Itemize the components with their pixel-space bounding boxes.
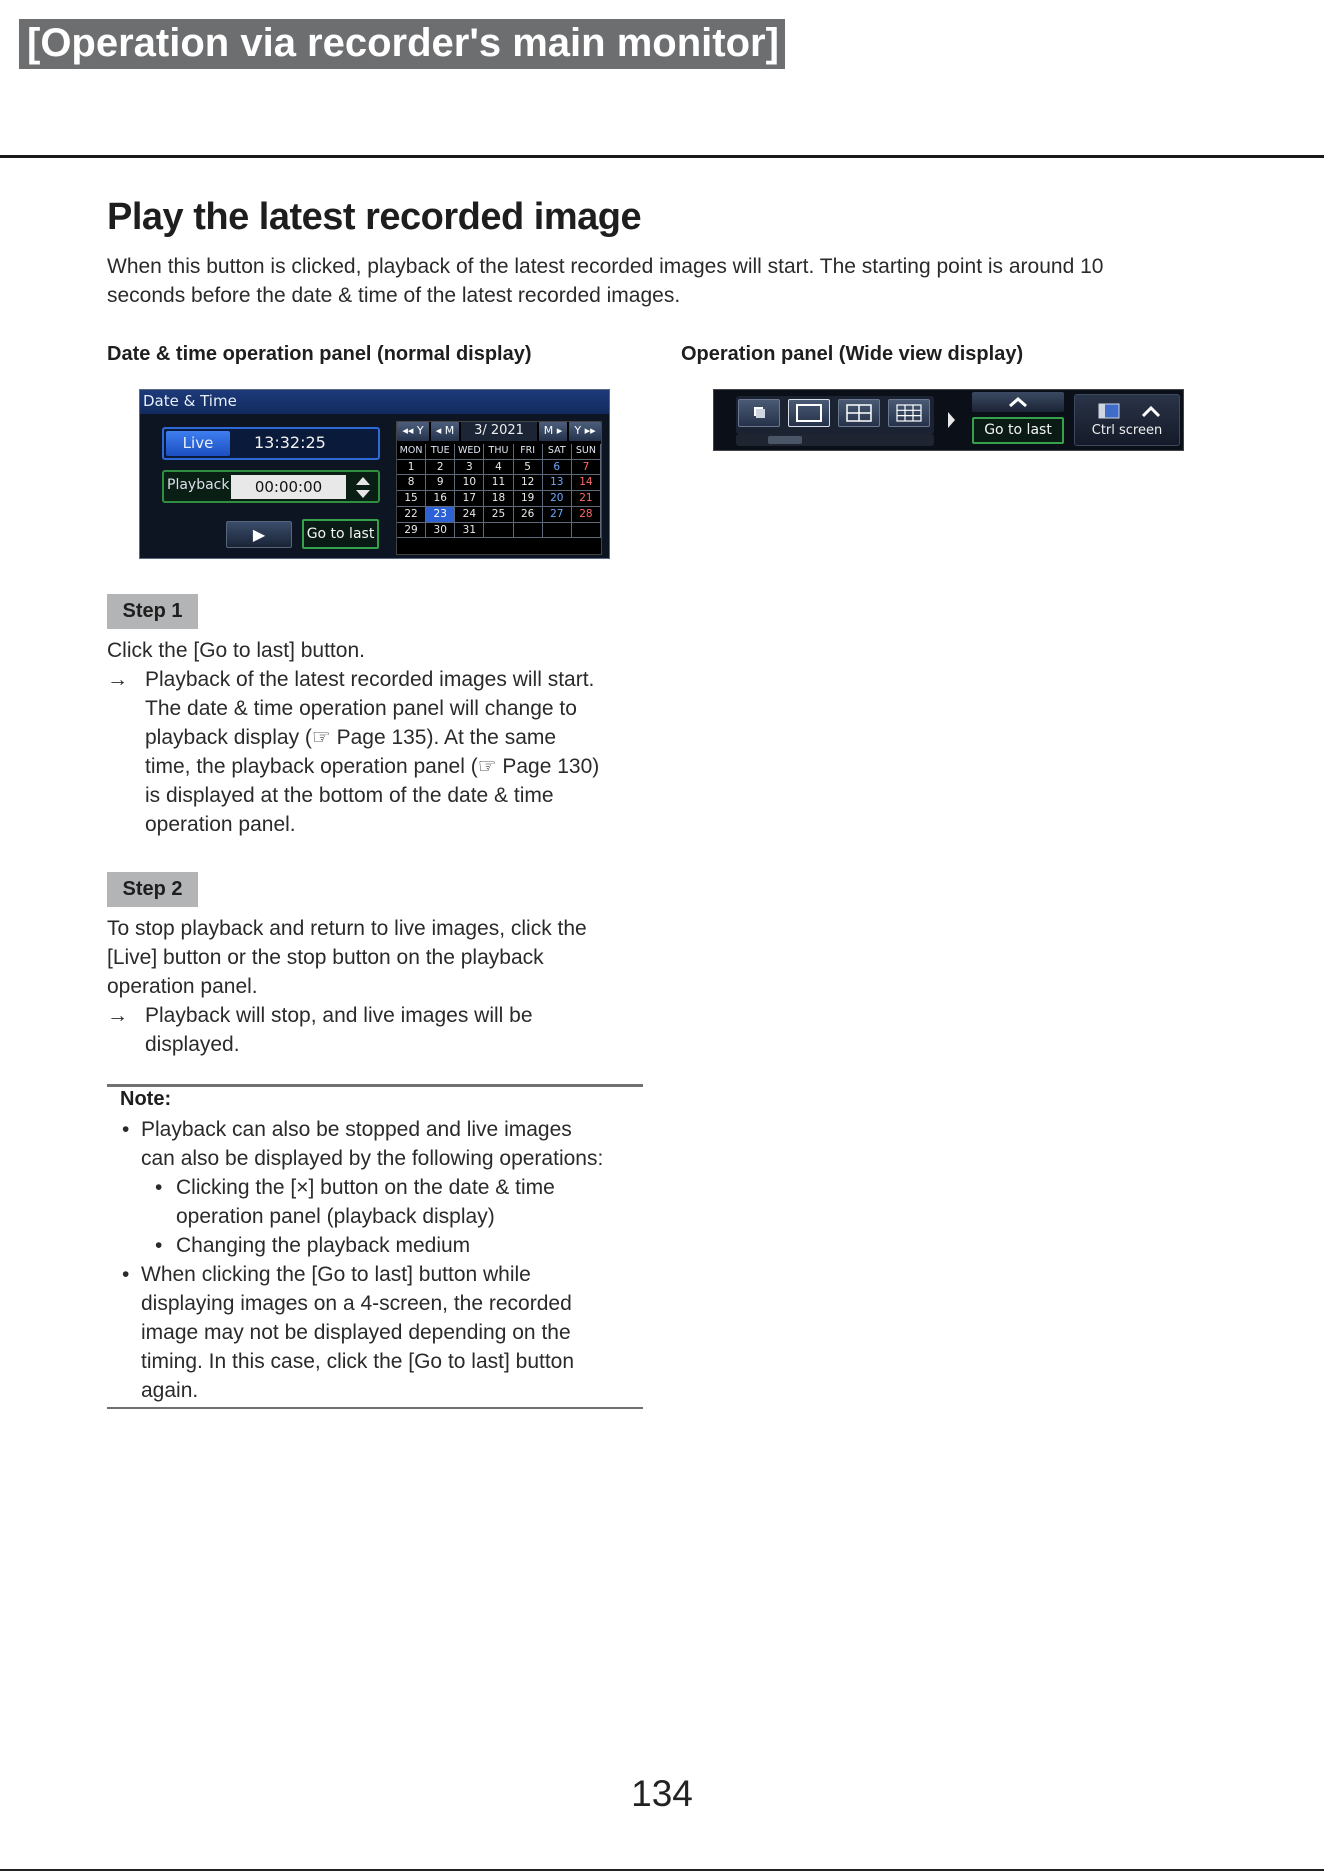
calendar-day[interactable]: 13 [543,475,572,491]
playback-row [162,470,380,503]
note-item-line: again. [141,1379,199,1402]
step-1-instruction: Click the [Go to last] button. [107,639,365,662]
calendar-day[interactable]: 8 [397,475,426,491]
calendar-grid [397,444,601,554]
calendar-day[interactable]: 12 [514,475,543,491]
prev-year-button[interactable]: ◂◂ Y [397,422,429,441]
step-2-result-line: Playback will stop, and live images will be [145,1004,533,1027]
nine-screen-button[interactable] [888,399,930,427]
step-2-instruction-line: To stop playback and return to live images, click the [107,917,587,940]
chevron-right-icon[interactable] [946,404,956,436]
calendar-day[interactable]: 27 [543,507,572,523]
calendar-day[interactable]: 3 [455,460,484,476]
note-item-line: can also be displayed by the following operations: [141,1147,604,1170]
caption-wide-display: Operation panel (Wide view display) [681,343,1024,365]
calendar-day[interactable]: 5 [514,460,543,476]
calendar-day[interactable]: 1 [397,460,426,476]
calendar-day[interactable]: 17 [455,491,484,507]
split-scrollbar[interactable] [736,434,934,446]
header-divider [0,155,1324,158]
live-time: 13:32:25 [254,433,326,452]
calendar-month: 3/ 2021 [461,422,537,441]
bullet-icon: • [155,1234,163,1257]
calendar-day[interactable]: 16 [426,491,455,507]
caption-normal-display: Date & time operation panel (normal display) [107,343,532,365]
live-button[interactable]: Live [166,431,230,456]
calendar-day[interactable]: 6 [543,460,572,476]
nine-screen-icon [889,400,929,426]
live-row [162,427,380,460]
step-2-instruction-line: [Live] button or the stop button on the playback [107,946,544,969]
calendar-day[interactable]: 9 [426,475,455,491]
calendar-day[interactable]: 20 [543,491,572,507]
calendar-day[interactable]: 15 [397,491,426,507]
calendar-day[interactable]: 18 [484,491,513,507]
sequence-button[interactable] [738,399,780,427]
calendar-weekday: THU [484,444,513,460]
step-1-arrow-icon: → [107,668,128,691]
ctrl-screen-label: Ctrl screen [1091,423,1163,438]
note-subitem-line: operation panel (playback display) [176,1205,495,1228]
scroll-thumb[interactable] [768,436,802,444]
sequence-icon [739,400,779,426]
calendar-day[interactable]: 2 [426,460,455,476]
note-item-line: timing. In this case, click the [Go to last] button [141,1350,575,1373]
quad-screen-button[interactable] [838,399,880,427]
calendar [396,421,602,555]
bullet-icon: • [122,1118,130,1141]
step-1-result-line: is displayed at the bottom of the date & time [145,784,554,807]
step-2-result-line: displayed. [145,1033,240,1056]
step-2-instruction-line: operation panel. [107,975,258,998]
note-item-line: Playback can also be stopped and live images [141,1118,572,1141]
page-title: Play the latest recorded image [107,196,642,238]
quad-screen-icon [839,400,879,426]
calendar-empty-cell [514,523,543,539]
note-top-rule [107,1084,643,1087]
calendar-empty-cell [484,523,513,539]
calendar-day[interactable]: 29 [397,523,426,539]
go-to-last-group [972,390,1066,448]
calendar-day[interactable]: 25 [484,507,513,523]
step-1-result-line: Playback of the latest recorded images will start. [145,668,595,691]
calendar-weekday: MON [397,444,426,460]
note-title: Note: [120,1088,172,1110]
go-to-last-button-wide[interactable]: Go to last [972,417,1064,444]
playback-time-field[interactable]: 00:00:00 [231,475,346,499]
calendar-day[interactable]: 31 [455,523,484,539]
calendar-day[interactable]: 21 [572,491,601,507]
calendar-day[interactable]: 4 [484,460,513,476]
go-to-last-button[interactable]: Go to last [302,519,379,549]
step-1-result-line: playback display (☞ Page 135). At the same [145,726,557,749]
calendar-empty-cell [543,523,572,539]
calendar-day[interactable]: 7 [572,460,601,476]
calendar-day[interactable]: 28 [572,507,601,523]
calendar-day[interactable]: 22 [397,507,426,523]
intro-text-line-1: When this button is clicked, playback of the latest recorded images will start. The starting point is around 10 [107,255,1104,278]
date-time-title: Date & Time [140,390,609,414]
calendar-day[interactable]: 23 [426,507,455,523]
single-screen-button[interactable] [788,399,830,427]
note-subitem-line: Changing the playback medium [176,1234,471,1257]
calendar-day[interactable]: 14 [572,475,601,491]
calendar-day[interactable]: 26 [514,507,543,523]
calendar-weekday: SAT [543,444,572,460]
prev-month-button[interactable]: ◂ M [431,422,459,441]
wide-operation-panel [713,389,1184,451]
date-time-panel [139,389,610,559]
calendar-day[interactable]: 24 [455,507,484,523]
step-1-result-line: time, the playback operation panel (☞ Page 130) [145,755,600,778]
bullet-icon: • [122,1263,130,1286]
step-1-result-line: operation panel. [145,813,296,836]
ctrl-screen-icon [1097,401,1161,421]
calendar-nav [397,422,601,441]
calendar-day[interactable]: 30 [426,523,455,539]
calendar-weekday: TUE [426,444,455,460]
time-spinner-icon[interactable] [352,474,374,501]
play-button[interactable]: ▶ [226,521,292,548]
next-month-button[interactable]: M ▸ [539,422,567,441]
next-year-button[interactable]: Y ▸▸ [569,422,601,441]
note-item-line: image may not be displayed depending on the [141,1321,571,1344]
note-subitem-line: Clicking the [×] button on the date & time [176,1176,555,1199]
single-screen-icon [789,400,829,426]
intro-text-line-2: seconds before the date & time of the latest recorded images. [107,284,681,307]
calendar-weekday: FRI [514,444,543,460]
step-2-badge: Step 2 [107,872,198,907]
chapter-header: [Operation via recorder's main monitor] [19,19,785,69]
note-item-line: displaying images on a 4-screen, the recorded [141,1292,572,1315]
screen-split-group [736,396,934,434]
bullet-icon: • [155,1176,163,1199]
step-2-arrow-icon: → [107,1004,128,1027]
calendar-day[interactable]: 19 [514,491,543,507]
calendar-weekday: WED [455,444,484,460]
calendar-day[interactable]: 11 [484,475,513,491]
expand-up-button[interactable] [972,392,1064,412]
footer-divider [0,1869,1324,1871]
note-bottom-rule [107,1407,643,1409]
playback-button[interactable]: Playback [167,477,230,493]
calendar-weekday: SUN [572,444,601,460]
page-number: 134 [631,1773,693,1814]
calendar-day[interactable]: 10 [455,475,484,491]
calendar-empty-cell [572,523,601,539]
ctrl-screen-button[interactable] [1074,394,1180,446]
step-1-badge: Step 1 [107,594,198,629]
note-item-line: When clicking the [Go to last] button while [141,1263,531,1286]
chevron-up-icon [972,392,1064,412]
step-1-result-line: The date & time operation panel will change to [145,697,577,720]
